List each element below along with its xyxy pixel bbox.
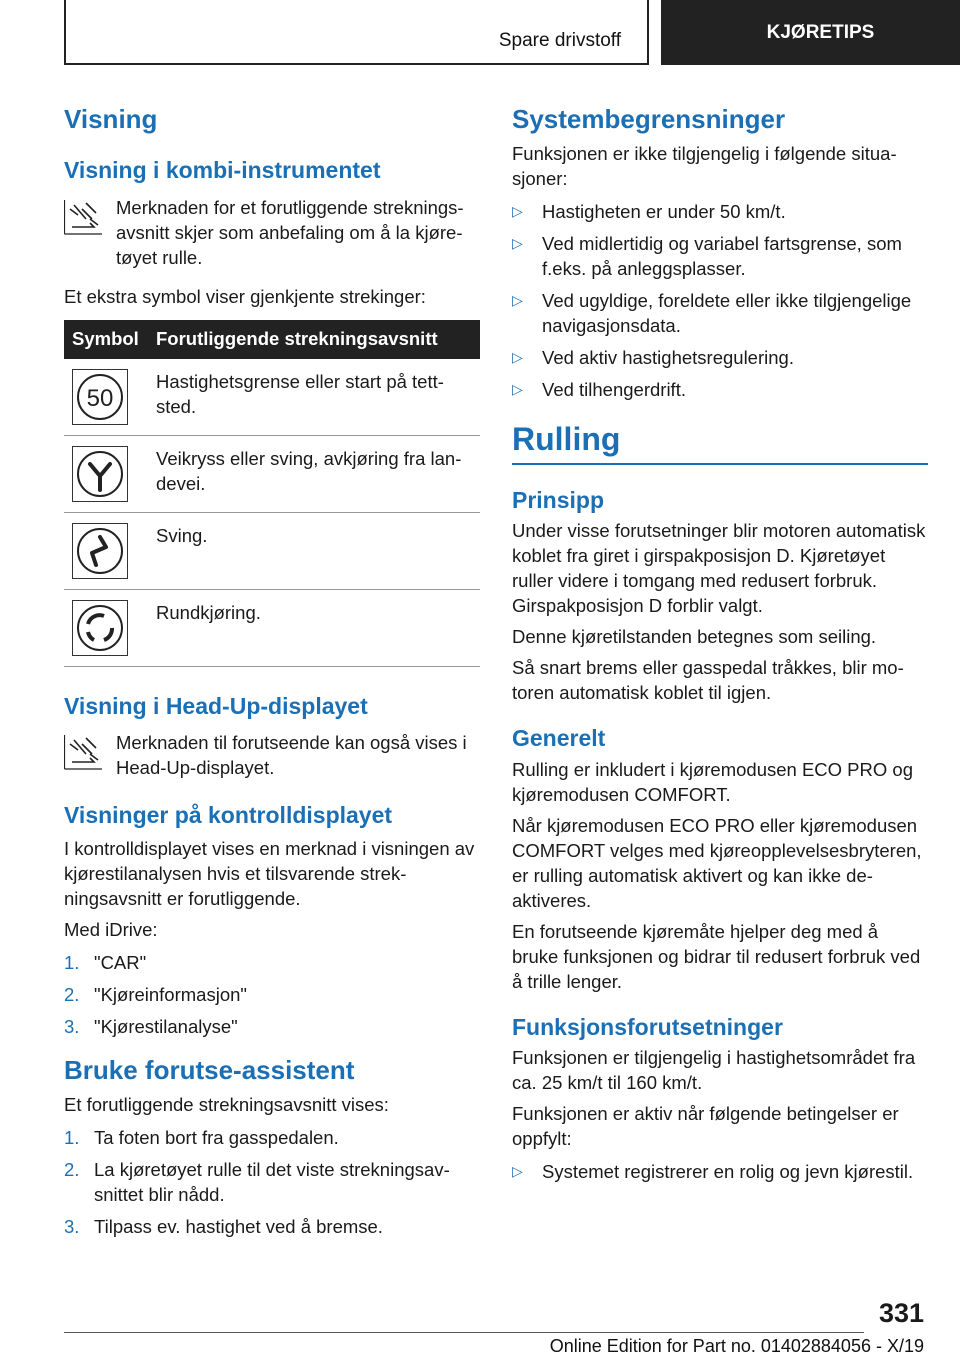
col-symbol: Symbol	[64, 320, 148, 359]
list-item: 3. Tilpass ev. hastighet ved å bremse.	[64, 1216, 383, 1238]
note-kombi-text: Merknaden for et forutliggende strekningsavsnitt skjer som anbefaling om å la kjøretøyet rulle.	[116, 196, 464, 268]
para-prinsipp-1: Under visse forutsetninger blir motoren automatisk koblet fra giret i girspakposisjon D. Kjøretøyet ruller videre i tomgang med redusert forbruk. Girspakposisjon D forblir valgt.	[512, 520, 926, 617]
list-item: ▷ Ved ugyldige, foreldete eller ikke tilgjengelige navigasjonsdata.	[512, 290, 912, 337]
list-item: ▷ Systemet registrerer en rolig og jevn kjørestil.	[512, 1161, 914, 1183]
heading-generelt: Generelt	[512, 725, 606, 752]
list-item: 1. "CAR"	[64, 951, 147, 973]
list-item: 2. La kjøretøyet rulle til det viste strekningsavsnittet blir nådd.	[64, 1159, 450, 1206]
note-icon	[64, 197, 102, 235]
para-prinsipp-3: Så snart brems eller gasspedal tråkkes, blir motoren automatisk koblet til igjen.	[512, 657, 904, 704]
heading-visning: Visning	[64, 104, 158, 134]
footer-edition: Online Edition for Part no. 01402884056 - X/19	[549, 1336, 924, 1356]
heading-hud: Visning i Head-Up-displayet	[64, 692, 368, 719]
junction-icon	[72, 446, 128, 502]
para-prinsipp-2: Denne kjøretilstanden betegnes som seiling.	[512, 626, 877, 648]
page-number: 331	[878, 1298, 924, 1328]
symbol-table	[64, 320, 480, 667]
row-text: Hastighetsgrense eller start på tettsted.	[148, 359, 480, 436]
table-row	[64, 359, 480, 436]
right-column	[512, 100, 928, 1191]
bruke-steps	[64, 1125, 482, 1239]
row-text: Rundkjøring.	[148, 589, 480, 666]
list-item: 3. "Kjørestilanalyse"	[64, 1015, 238, 1037]
para-generelt-1: Rulling er inkludert i kjøremodusen ECO PRO og kjøremodusen COMFORT.	[512, 758, 913, 805]
speed-limit-text: 50	[86, 384, 114, 412]
para-bruke: Et forutliggende strekningsavsnitt vises:	[64, 1094, 389, 1116]
funk-list	[512, 1159, 928, 1184]
list-item: 1. Ta foten bort fra gasspedalen.	[64, 1127, 339, 1149]
para-idrive: Med iDrive:	[64, 918, 158, 940]
para-funk-2: Funksjonen er aktiv når følgende betingelser er oppfylt:	[512, 1103, 899, 1150]
heading-bruke: Bruke forutse-assistent	[64, 1054, 355, 1085]
list-item: ▷ Ved aktiv hastighetsregulering.	[512, 347, 794, 369]
speed-limit-50-icon	[72, 369, 128, 425]
para-generelt-3: En forutseende kjøremåte hjelper deg med å bruke funksjonen og bidrar til redusert forbruk ved å trille lenger.	[512, 920, 921, 992]
list-item: ▷ Hastigheten er under 50 km/t.	[512, 201, 786, 223]
curve-icon	[72, 523, 128, 579]
heading-funk: Funksjonsforutsetninger	[512, 1013, 783, 1040]
list-item: ▷ Ved tilhengerdrift.	[512, 379, 686, 401]
idrive-steps	[64, 950, 482, 1039]
heading-prinsipp: Prinsipp	[512, 486, 605, 513]
heading-kombi: Visning i kombi-instrumentet	[64, 157, 381, 184]
system-list	[512, 199, 928, 402]
note-kombi	[64, 195, 482, 270]
para-kontroll: I kontrolldisplayet vises en merknad i visningen av kjørestilanalysen hvis et tilsvarende strekningsavsnitt er forutliggende.	[64, 837, 475, 909]
footer-divider	[64, 1332, 864, 1333]
note-hud	[64, 730, 482, 780]
para-system: Funksjonen er ikke tilgjengelig i følgende situasjoner:	[512, 143, 897, 190]
note-hud-text: Merknaden til forutseende kan også vises i Head-Up-displayet.	[116, 732, 467, 779]
chapter-tab: KJØRETIPS	[661, 0, 960, 65]
para-generelt-2: Når kjøremodusen ECO PRO eller kjøremodusen COMFORT velges med kjøreopplevelsesbryteren, er rulling automatisk aktivert og kan ikke deaktiveres.	[512, 814, 922, 911]
row-text: Sving.	[148, 512, 480, 589]
heading-kontroll: Visninger på kontrolldisplayet	[64, 802, 393, 829]
table-row	[64, 512, 480, 589]
para-funk-1: Funksjonen er tilgjengelig i hastighetsområdet fra ca. 25 km/t til 160 km/t.	[512, 1047, 916, 1094]
heading-rulling: Rulling	[512, 420, 928, 464]
col-desc: Forutliggende strekningsavsnitt	[148, 320, 480, 359]
heading-system: Systembegrensninger	[512, 104, 786, 134]
list-item: ▷ Ved midlertidig og variabel fartsgrense, som f.eks. på anleggsplasser.	[512, 233, 902, 280]
row-text: Veikryss eller sving, avkjøring fra landevei.	[148, 435, 480, 512]
header-box	[64, 0, 649, 65]
para-ekstra: Et ekstra symbol viser gjenkjente strekinger:	[64, 285, 426, 307]
roundabout-icon	[72, 600, 128, 656]
table-row	[64, 435, 480, 512]
left-column	[64, 100, 482, 1246]
table-row	[64, 589, 480, 666]
list-item: 2. "Kjøreinformasjon"	[64, 983, 247, 1005]
section-title: Spare drivstoff	[498, 30, 621, 51]
note-icon	[64, 732, 102, 770]
